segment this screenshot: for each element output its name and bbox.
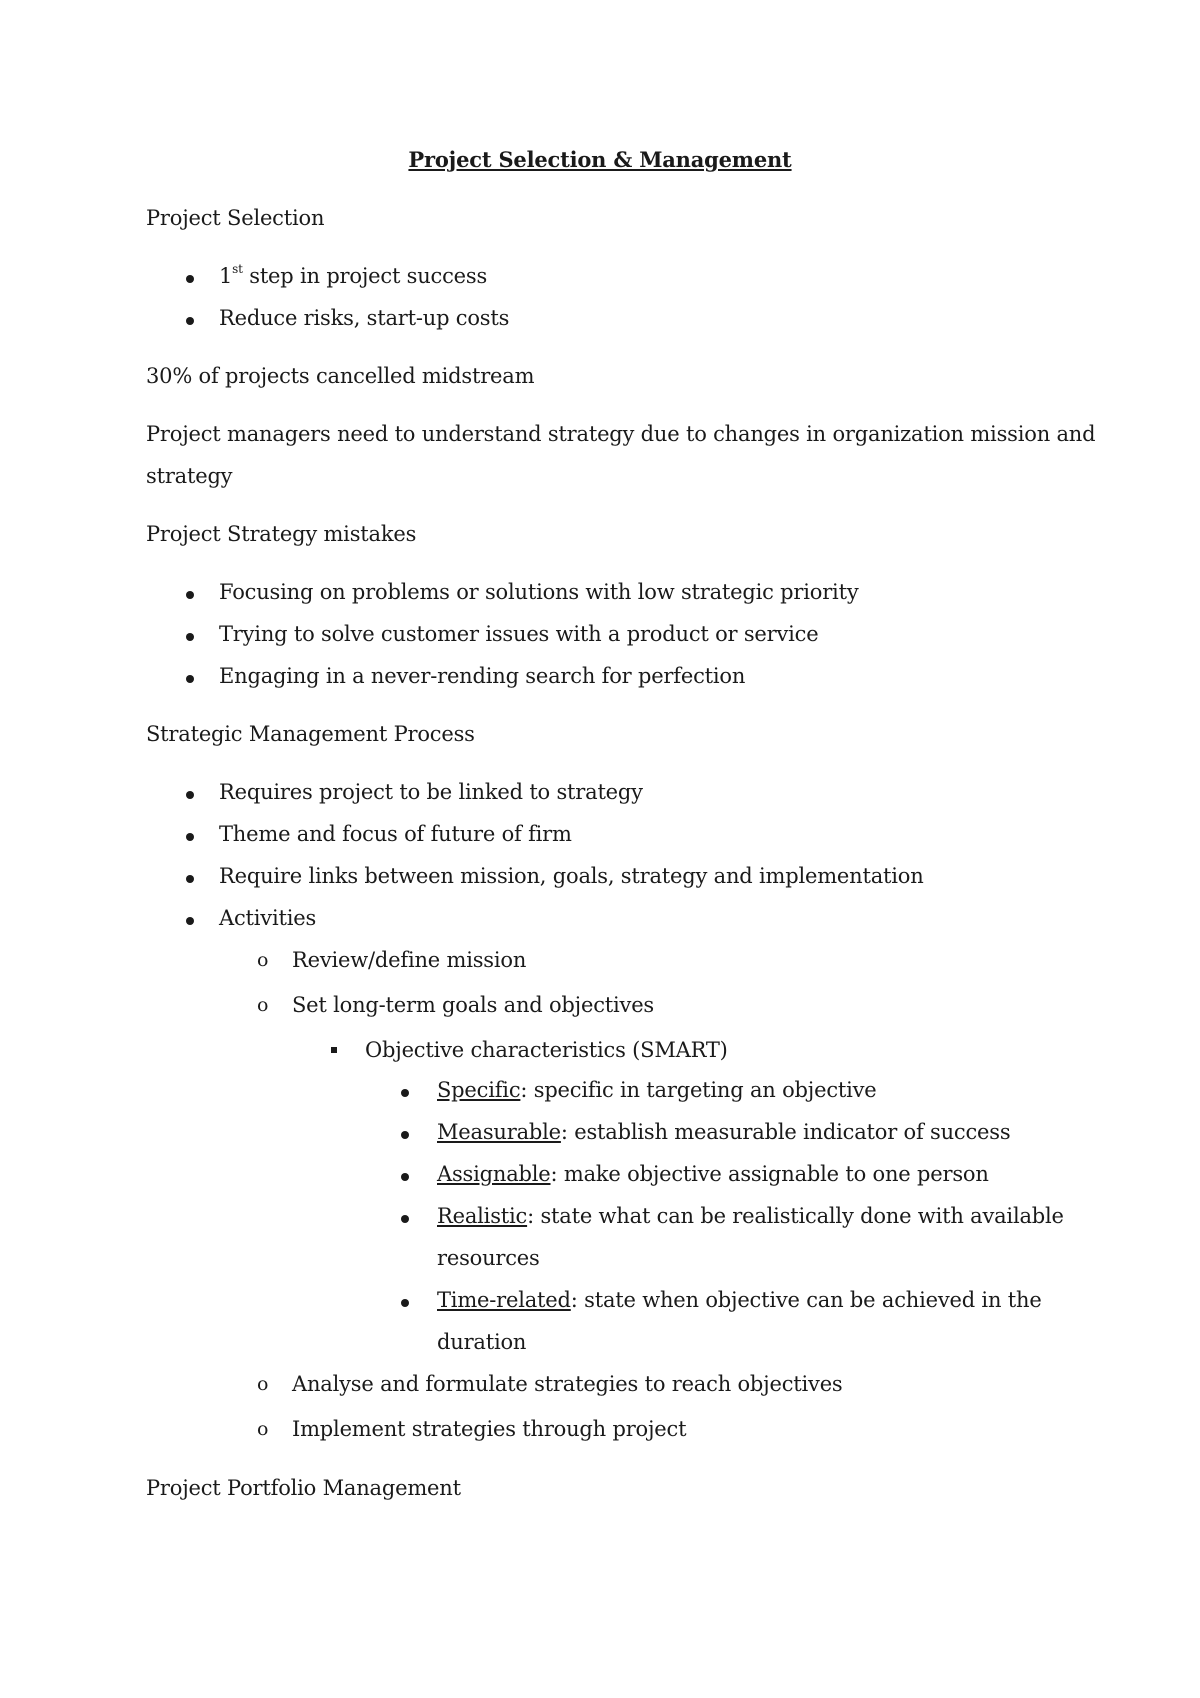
- list-item: Trying to solve customer issues with a product or service: [219, 622, 819, 646]
- bullet-icon: [186, 917, 194, 925]
- smart-item-realistic-cont: resources: [437, 1246, 540, 1270]
- list-item: Reduce risks, start-up costs: [219, 306, 510, 330]
- bullet-icon: [186, 591, 194, 599]
- smart-item-specific: [437, 1076, 877, 1104]
- hollow-bullet-icon: o: [257, 949, 269, 971]
- hollow-bullet-icon: o: [257, 1373, 269, 1395]
- section-heading-strategy-mistakes: Project Strategy mistakes: [146, 522, 417, 546]
- smart-item-realistic: [437, 1202, 1064, 1230]
- section-heading-strategic-management: Strategic Management Process: [146, 722, 475, 746]
- bullet-icon: [401, 1089, 409, 1097]
- hollow-bullet-icon: o: [257, 994, 269, 1016]
- square-bullet-icon: [331, 1047, 337, 1053]
- list-item: Activities: [219, 906, 317, 930]
- bullet-icon: [401, 1299, 409, 1307]
- smart-term: Time-related: [437, 1288, 571, 1312]
- smart-term: Realistic: [437, 1204, 528, 1228]
- bullet-icon: [401, 1215, 409, 1223]
- bullet-icon: [186, 275, 194, 283]
- list-item: Require links between mission, goals, strategy and implementation: [219, 864, 924, 888]
- bullet-icon: [186, 833, 194, 841]
- list-item-superscript: st: [232, 262, 243, 276]
- list-item: Focusing on problems or solutions with low strategic priority: [219, 580, 859, 604]
- paragraph-cancelled: 30% of projects cancelled midstream: [146, 364, 535, 388]
- objective-heading: Objective characteristics (SMART): [365, 1038, 728, 1062]
- paragraph-managers-line1: Project managers need to understand strategy due to changes in organization mission and: [146, 422, 1096, 446]
- smart-item-measurable: [437, 1118, 1010, 1146]
- sub-list-item: Analyse and formulate strategies to reach objectives: [292, 1372, 843, 1396]
- bullet-icon: [401, 1131, 409, 1139]
- smart-term: Assignable: [437, 1162, 551, 1186]
- smart-desc: : make objective assignable to one person: [550, 1162, 989, 1186]
- list-item: Engaging in a never-rending search for perfection: [219, 664, 746, 688]
- paragraph-managers-line2: strategy: [146, 464, 233, 488]
- bullet-icon: [186, 633, 194, 641]
- smart-item-assignable: [437, 1160, 989, 1188]
- bullet-icon: [186, 675, 194, 683]
- bullet-icon: [186, 791, 194, 799]
- section-heading-portfolio-management: Project Portfolio Management: [146, 1476, 461, 1500]
- smart-desc: : state what can be realistically done with available: [527, 1204, 1064, 1228]
- section-heading-project-selection: Project Selection: [146, 206, 325, 230]
- hollow-bullet-icon: o: [257, 1418, 269, 1440]
- sub-list-item: Implement strategies through project: [292, 1417, 687, 1441]
- bullet-icon: [186, 875, 194, 883]
- list-item-text: step in project success: [242, 264, 488, 288]
- document-title: Project Selection & Management: [408, 147, 792, 172]
- sub-list-item: Set long-term goals and objectives: [292, 993, 654, 1017]
- bullet-icon: [401, 1173, 409, 1181]
- smart-item-time-related-cont: duration: [437, 1330, 527, 1354]
- list-item: Requires project to be linked to strategy: [219, 780, 643, 804]
- smart-item-time-related: [437, 1286, 1042, 1314]
- list-item: [219, 262, 487, 290]
- sub-list-item: Review/define mission: [292, 948, 527, 972]
- list-item-number: 1: [219, 264, 233, 288]
- smart-desc: : state when objective can be achieved in the: [570, 1288, 1042, 1312]
- smart-term: Measurable: [437, 1120, 561, 1144]
- smart-desc: : establish measurable indicator of success: [560, 1120, 1011, 1144]
- smart-term: Specific: [437, 1078, 521, 1102]
- bullet-icon: [186, 317, 194, 325]
- list-item: Theme and focus of future of firm: [219, 822, 572, 846]
- smart-desc: : specific in targeting an objective: [520, 1078, 877, 1102]
